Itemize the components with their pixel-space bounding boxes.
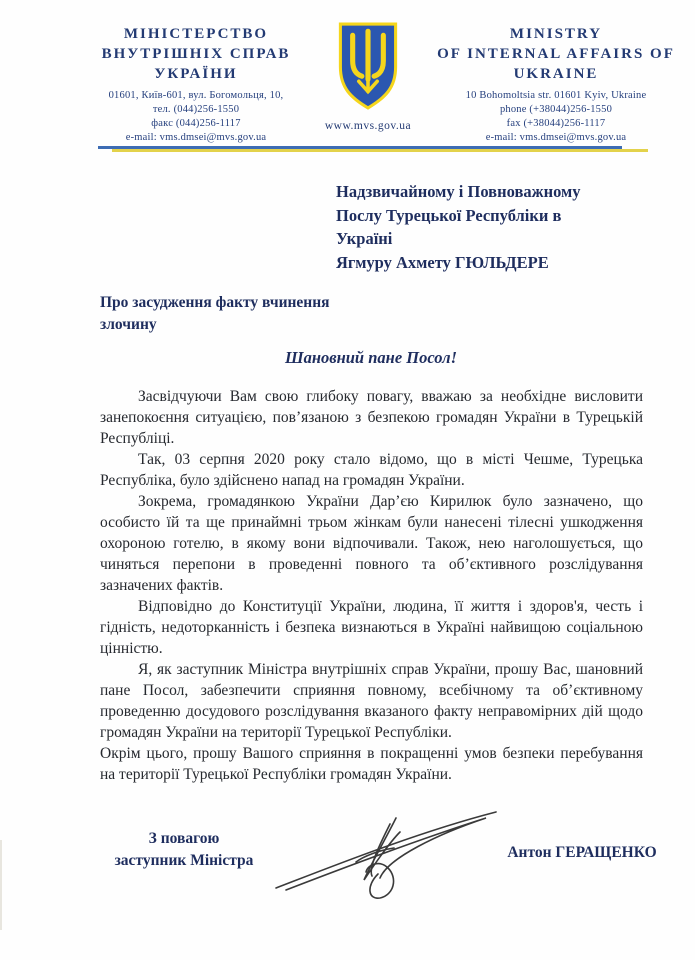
closing-line: З повагою bbox=[148, 830, 220, 847]
ministry-title-ua-line: ВНУТРІШНІХ СПРАВ bbox=[101, 46, 291, 62]
ministry-title-en-line: OF INTERNAL AFFAIRS OF bbox=[437, 46, 675, 62]
email-line: e-mail: vms.dmsei@mvs.gov.ua bbox=[485, 132, 627, 143]
recipient-line: Надзвичайному і Повноважному bbox=[336, 182, 581, 201]
ministry-header-en bbox=[430, 24, 682, 145]
recipient-name: Ягмуру Ахмету ГЮЛЬДЕРЕ bbox=[336, 252, 549, 272]
ministry-address-ua bbox=[62, 89, 330, 145]
body-paragraph: Відповідно до Конституції України, людина, її життя і здоров'я, честь і гідність, недоторканність і безпека визнаються в Україні найвищою соціальною цінністю. bbox=[100, 598, 643, 657]
ministry-title-ua-line: МІНІСТЕРСТВО bbox=[123, 26, 269, 42]
subject-block bbox=[100, 292, 420, 336]
letterhead-center bbox=[300, 20, 436, 132]
subject-line: злочину bbox=[100, 316, 157, 333]
recipient-line: Послу Турецької Республіки в bbox=[336, 205, 562, 225]
ministry-title-ua bbox=[62, 24, 330, 84]
flag-divider-yellow-stripe bbox=[112, 149, 648, 152]
signature-closing bbox=[104, 828, 264, 872]
recipient-block bbox=[336, 180, 671, 274]
body-paragraph: Так, 03 серпня 2020 року стало відомо, що в місті Чешме, Турецька Республіка, було здійснено напад на громадян України. bbox=[100, 451, 643, 489]
email-line: e-mail: vms.dmsei@mvs.gov.ua bbox=[125, 132, 267, 143]
recipient-line: Україні bbox=[336, 229, 393, 248]
subject-line: Про засудження факту вчинення bbox=[100, 294, 330, 311]
body-paragraph: Засвідчуючи Вам свою глибоку повагу, вважаю за необхідне висловити занепокоєння ситуацією, пов’язаною з безпекою громадян України в Турецькій Республіці. bbox=[100, 388, 643, 447]
handwritten-signature-icon bbox=[268, 806, 503, 906]
ministry-title-ua-line: УКРАЇНИ bbox=[154, 66, 238, 82]
body-paragraph: Зокрема, громадянкою України Дар’єю Кирилюк було зазначено, що особисто їй та ще принаймні трьом жінкам були нанесені тілесні ушкодження охороною готелю, в якому вони відпочивали. Також, нею наголошується, що чиняться перепони в проведенні повного та об’єктивного розслідування зазначених фактів. bbox=[100, 493, 643, 594]
fax-line: факс (044)256-1117 bbox=[151, 118, 241, 129]
ministry-website: www.mvs.gov.ua bbox=[324, 120, 412, 132]
signer-title: заступник Міністра bbox=[114, 852, 254, 869]
salutation: Шановний пане Посол! bbox=[284, 348, 457, 367]
signer-name: Антон ГЕРАЩЕНКО bbox=[507, 844, 657, 861]
coat-of-arms-icon bbox=[335, 20, 401, 112]
body-paragraph: Я, як заступник Міністра внутрішніх справ України, прошу Вас, шановний пане Посол, забезпечити сприяння повному, всебічному та об’єктивному проведенню досудового розслідування вказаного факту неправомірних дій щодо громадян України на території Турецької Республіки. bbox=[100, 661, 643, 741]
ministry-title-en bbox=[430, 24, 682, 84]
address-line: 01601, Київ-601, вул. Богомольця, 10, bbox=[108, 90, 284, 101]
phone-line: phone (+38044)256-1550 bbox=[499, 104, 613, 115]
body-paragraph: Окрім цього, прошу Вашого сприяння в покращенні умов безпеки перебування на території Турецької Республіки громадян України. bbox=[100, 745, 643, 783]
address-line: 10 Bohomoltsia str. 01601 Kyiv, Ukraine bbox=[465, 90, 647, 101]
ministry-address-en bbox=[430, 89, 682, 145]
ministry-title-en-line: MINISTRY bbox=[509, 26, 603, 42]
scan-artifact bbox=[0, 840, 2, 930]
fax-line: fax (+38044)256-1117 bbox=[506, 118, 606, 129]
ministry-title-en-line: UKRAINE bbox=[513, 66, 599, 82]
ministry-header-ua bbox=[62, 24, 330, 145]
phone-line: тел. (044)256-1550 bbox=[152, 104, 240, 115]
letter-body bbox=[100, 386, 643, 785]
